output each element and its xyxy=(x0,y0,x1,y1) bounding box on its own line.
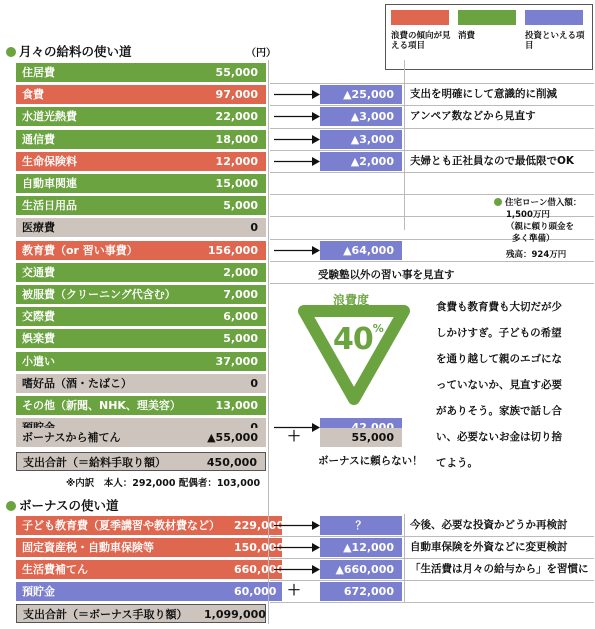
monthly-row-note: 受験塾以外の習い事を見直す xyxy=(318,268,455,281)
bonus-row-label: 預貯金 xyxy=(16,582,234,601)
monthly-row-label: 被服費（クリーニング代含む） xyxy=(16,285,204,304)
monthly-row-amount: 15,000 xyxy=(204,174,266,193)
monthly-row-adjust: ▲2,000 xyxy=(320,152,402,171)
monthly-row-adjust: ▲3,000 xyxy=(320,130,402,149)
monthly-row-label: その他（新聞、NHK、理美容） xyxy=(16,396,204,415)
advice-line: てよう。 xyxy=(436,457,478,469)
monthly-row-label: 教育費（or 習い事費） xyxy=(16,241,204,260)
monthly-row-label: 通信費 xyxy=(16,130,204,149)
bonus-row-note: 自動車保険を外資などに変更検討 xyxy=(410,541,568,553)
waste-value xyxy=(333,322,383,357)
monthly-row-amount: 12,000 xyxy=(204,152,266,171)
arrow-right-icon xyxy=(270,516,324,535)
monthly-row-label: 交際費 xyxy=(16,307,204,326)
legend-label-investment: 投資といえる項目 xyxy=(525,31,585,51)
legend-swatch-waste xyxy=(391,10,449,25)
monthly-row-amount: 2,000 xyxy=(204,263,266,282)
monthly-title xyxy=(6,42,132,60)
monthly-row-note: 支出を明確にして意識的に削減 xyxy=(410,88,557,101)
loan-note-line: （親に頼り頭金を xyxy=(506,222,575,232)
monthly-total-note: ボーナスに頼らない！ xyxy=(318,455,423,467)
plus-icon: ＋ xyxy=(287,583,301,599)
bonus-row-label: 子ども教育費（夏季講習や教材費など） xyxy=(16,516,234,535)
monthly-row-label: 住居費 xyxy=(16,63,204,82)
row-divider xyxy=(270,150,594,151)
bonus-fill-amount: ▲55,000 xyxy=(204,428,266,447)
monthly-row-amount: 55,000 xyxy=(204,63,266,82)
monthly-row-adjust: ▲25,000 xyxy=(320,85,402,104)
row-divider xyxy=(270,83,594,84)
bonus-row-adjust: 672,000 xyxy=(320,582,402,601)
advice-line: っていないか、見直す必要 xyxy=(436,379,562,391)
monthly-row-amount: 37,000 xyxy=(204,352,266,371)
arrow-right-icon xyxy=(270,85,324,104)
column-divider xyxy=(404,514,405,602)
monthly-row-amount: 7,000 xyxy=(204,285,266,304)
monthly-row-amount: 0 xyxy=(204,218,266,237)
bonus-row-adjust: ▲660,000 xyxy=(320,560,402,579)
arrow-right-icon xyxy=(270,241,324,260)
bonus-row-note: 「生活費は月々の給与から」を習慣に xyxy=(410,563,589,575)
monthly-row-amount: 0 xyxy=(204,374,266,393)
plus-icon: ＋ xyxy=(287,429,301,445)
monthly-row-amount: 13,000 xyxy=(204,396,266,415)
monthly-row-label: 生活日用品 xyxy=(16,196,204,215)
loan-note xyxy=(494,197,581,261)
bonus-row-note: 今後、必要な投資かどうか再検討 xyxy=(410,519,568,531)
row-divider xyxy=(270,172,594,173)
bullet-icon xyxy=(6,501,16,511)
loan-note-line: 残高：924万円 xyxy=(506,250,567,260)
monthly-row-label: 交通費 xyxy=(16,263,204,282)
monthly-total-label: 支出合計（＝給料手取り額） xyxy=(16,452,204,471)
monthly-row-amount: 156,000 xyxy=(204,241,266,260)
bullet-icon xyxy=(494,198,502,206)
row-divider xyxy=(270,283,594,284)
bonus-row-amount: 660,000 xyxy=(234,560,282,579)
monthly-row-amount: 97,000 xyxy=(204,85,266,104)
monthly-row-amount: 5,000 xyxy=(204,329,266,348)
monthly-row-adjust: ▲3,000 xyxy=(320,107,402,126)
monthly-row-amount: 22,000 xyxy=(204,107,266,126)
column-divider xyxy=(268,60,269,550)
legend-label-consumption: 消費 xyxy=(458,31,476,41)
monthly-row-note: 夫婦とも正社員なので最低限でOK xyxy=(410,154,575,167)
waste-label: 浪費度 xyxy=(333,293,370,307)
bonus-row-adjust: ？ xyxy=(320,516,402,535)
monthly-total-amount: 450,000 xyxy=(204,452,266,471)
column-divider xyxy=(268,514,269,624)
bonus-fill-label: ボーナスから補てん xyxy=(16,428,204,447)
bullet-icon xyxy=(6,47,16,57)
row-divider xyxy=(270,194,594,195)
loan-note-line: 住宅ローン借入額： xyxy=(505,198,582,208)
advice-line: がありそう。家族で話し合 xyxy=(436,405,562,417)
monthly-title-text: 月々の給料の使い道 xyxy=(19,44,132,59)
bonus-total-label: 支出合計（＝ボーナス手取り額） xyxy=(16,604,204,623)
bonus-total-amount: 1,099,000 xyxy=(204,604,266,623)
monthly-row-note: アンペア数などから見直す xyxy=(410,110,536,123)
monthly-row-amount: 5,000 xyxy=(204,196,266,215)
column-divider xyxy=(404,60,405,230)
monthly-row-label: 生命保険料 xyxy=(16,152,204,171)
bonus-row-amount: 229,000 xyxy=(234,516,282,535)
monthly-row-label: 医療費 xyxy=(16,218,204,237)
advice-line: い、必要ないお金は切り捨 xyxy=(436,431,562,443)
row-divider xyxy=(270,128,594,129)
arrow-right-icon xyxy=(270,152,324,171)
bonus-row-adjust: ▲12,000 xyxy=(320,538,402,557)
monthly-row-label: 水道光熱費 xyxy=(16,107,204,126)
bonus-row-label: 生活費補てん xyxy=(16,560,234,579)
bonus-fill-adjust: 55,000 xyxy=(320,428,402,447)
legend-swatch-investment xyxy=(525,10,583,25)
arrow-right-icon xyxy=(270,560,324,579)
bonus-title-text: ボーナスの使い道 xyxy=(19,498,119,513)
waste-value-number: 40 xyxy=(333,322,373,357)
loan-note-line: 多く準備） xyxy=(512,234,555,244)
row-divider xyxy=(270,580,594,581)
monthly-row-label: 娯楽費 xyxy=(16,329,204,348)
legend xyxy=(385,4,593,70)
advice-text xyxy=(436,294,594,476)
bonus-row-label: 固定資産税・自動車保険等 xyxy=(16,538,234,557)
monthly-row-adjust: ▲64,000 xyxy=(320,241,402,260)
row-divider xyxy=(270,558,594,559)
legend-swatch-consumption xyxy=(458,10,516,25)
row-divider xyxy=(270,536,594,537)
legend-label-waste: 浪費の傾向が見える項目 xyxy=(391,31,451,51)
row-divider xyxy=(270,105,594,106)
row-divider xyxy=(270,602,594,603)
bonus-row-amount: 60,000 xyxy=(234,582,282,601)
loan-note-line: 1,500万円 xyxy=(506,210,550,220)
monthly-row-amount: 6,000 xyxy=(204,307,266,326)
waste-value-unit: % xyxy=(372,322,383,335)
advice-line: 食費も教育費も大切だが少 xyxy=(436,301,562,313)
bonus-title xyxy=(6,496,119,514)
monthly-row-label: 小遣い xyxy=(16,352,204,371)
monthly-row-label: 自動車関連 xyxy=(16,174,204,193)
arrow-right-icon xyxy=(270,107,324,126)
advice-line: を通り越して親のエゴにな xyxy=(436,353,562,365)
arrow-right-icon xyxy=(270,130,324,149)
unit-label: （円） xyxy=(246,48,276,59)
monthly-row-amount: 18,000 xyxy=(204,130,266,149)
breakdown-note: ※内訳 本人：292,000 配偶者：103,000 xyxy=(66,478,261,489)
bonus-row-amount: 150,000 xyxy=(234,538,282,557)
arrow-right-icon xyxy=(270,538,324,557)
monthly-row-label: 食費 xyxy=(16,85,204,104)
monthly-row-label: 嗜好品（酒・たばこ） xyxy=(16,374,204,393)
advice-line: しかけすぎ。子どもの希望 xyxy=(436,327,562,339)
